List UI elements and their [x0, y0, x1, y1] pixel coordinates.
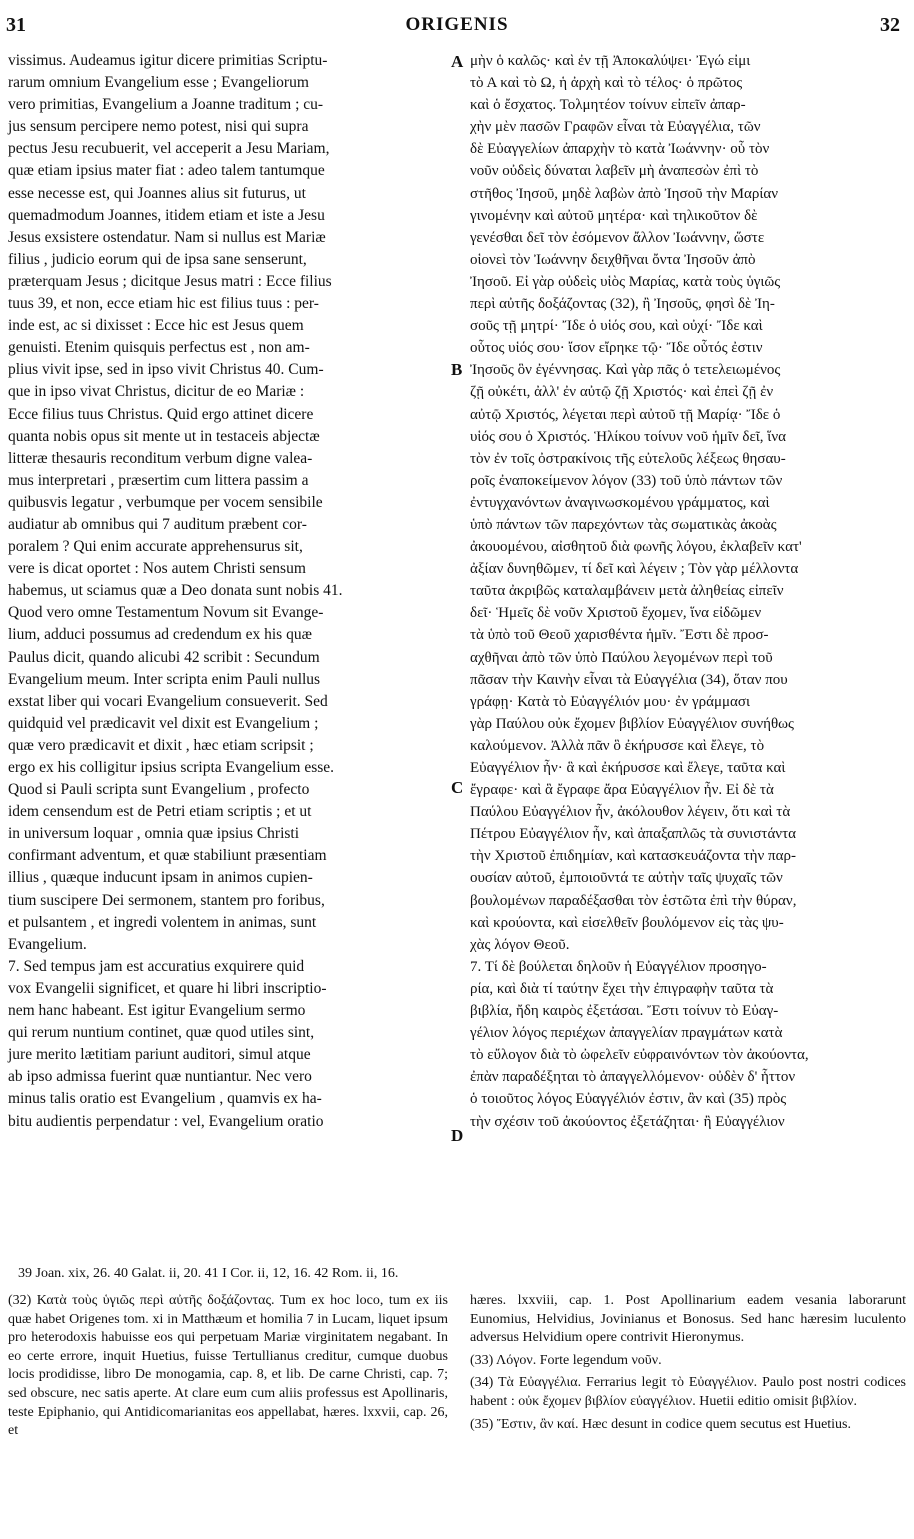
margin-marker-a: A: [451, 52, 464, 71]
note-35: (35) Ἔστιν, ἂν καί. Hæc desunt in codice quem secutus est Huetius.: [470, 1416, 852, 1432]
editor-notes-right: [470, 1292, 906, 1438]
note-33: (33) Λόγον. Forte legendum νοῦν.: [470, 1352, 662, 1368]
note-32: (32) Κατὰ τοὺς ὑγιῶς περὶ αὐτῆς δοξάζοντας. Tum ex hoc loco, tum ex iis quæ habet Origenes tom. xi in Matthæum et homilia 7 in Lucam, liquet ipsum pro heterodoxis habuisse eos qui perpetuam Mariæ virginitatem negabant. In eo certe errore, inquit Huetius, fuisse Tertullianus creditur, cumque duobus locis prodidisse, libro De monogamia, cap. 8, et lib. De carne Christi, cap. 7; sed obscure, nec satis aperte. At clare eum cum aliis professus est Apollinaris, teste Epiphanio, qui Antidicomarianitas eos appellabat, hæres. lxxvii, cap. 26, et: [8, 1293, 448, 1439]
running-title: ORIGENIS: [405, 14, 509, 35]
page-number-right: 32: [880, 14, 900, 36]
margin-marker-b: B: [451, 360, 463, 379]
page-number-left: 31: [6, 14, 26, 36]
scripture-references: 39 Joan. xix, 26. 40 Galat. ii, 20. 41 I Cor. ii, 12, 16. 42 Rom. ii, 16.: [18, 1266, 399, 1281]
note-34: (34) Τὰ Εὐαγγέλια. Ferrarius legit τὸ Εὐαγγέλιον. Paulo post nostri codices habent : οὐκ ἔχομεν βιβλίον εὐαγγέλιον. Huetii editio omisit βιβλίον.: [470, 1375, 906, 1409]
note-32-continued: hæres. lxxviii, cap. 1. Post Apollinarium eadem vesania laborarunt Eunomius, Helvidius, Jovinianus et Bonosus. Sed hanc hæresim luculento adversus Helvidium opere contrivit Hieronymus.: [470, 1293, 906, 1346]
latin-column: vissimus. Audeamus igitur dicere primitias Scriptu- rarum omnium Evangelium esse ; Evangeliorum vero primitias, Evangelium a Joanne traditum ; cu- jus sensum percipere nemo potest, nisi qui supra pectus Jesu recubuerit, vel acceperit a Jesu Mariam, quæ etiam ipsius mater fiat : adeo talem tantumque esse necesse est, qui Joannes alius sit futurus, ut quemadmodum Joannes, itidem etiam et iste a Jesu Jesus exsistere ostendatur. Nam si nullus est Mariæ filius , judicio eorum qui de ipsa sane senserunt, præterquam Jesus ; dicitque Jesus matri : Ecce filius tuus 39, et non, ecce etiam hic est filius tuus : per- inde est, ac si dixisset : Ecce hic est Jesus quem genuisti. Etenim quisquis perfectus est , non am- plius vivit ipse, sed in ipso vivit Christus 40. Cum- que in ipso vivat Christus, dicitur de eo Mariæ : Ecce filius tuus Christus. Quid ergo attinet dicere quanta nobis opus sit mente ut in testaceis abjectæ litteræ thesauris reconditum verbum digne valea- mus interpretari , præsertim cum littera passim a quibusvis legatur , verbumque per vocem sensibile audiatur ab omnibus qui 7 auditum præbent cor- poralem ? Qui enim accurate apprehensurus sit, vere is dicat oportet : Nos autem Christi sensum habemus, ut sciamus quæ a Deo donata sunt nobis 41. Quod vero omne Testamentum Novum sit Evange- lium, adduci possumus ad credendum ex his quæ Paulus dicit, quando alicubi 42 scribit : Secundum Evangelium meum. Inter scripta enim Pauli nullus exstat liber qui vocari Evangelium consueverit. Sed quidquid vel prædicavit vel dixit est Evangelium ; quæ vero prædicavit et dixit , hæc etiam scripsit ; ergo ex his colligitur ipsius scripta Evangelium esse. Quod si Pauli scripta sunt Evangelium , profecto idem censendum est de Petri etiam scriptis ; et ut in universum loquar , omnia quæ ipsius Christi confirmant adventum, et quæ stabiliunt præsentiam illius , quæque inducunt ipsam in animos cupien- tium suscipere Dei sermonem, stantem pro foribus, et pulsantem , et ingredi volentem in animas, sunt Evangelium. 7. Sed tempus jam est accuratius exquirere quid vox Evangelii significet, et quare hi libri inscriptio- nem hanc habeant. Est igitur Evangelium sermo qui rerum nuntium continet, quæ quod utiles sint, jure merito lætitiam pariunt auditori, simul atque ab ipso admissa fuerint quæ nuntiantur. Nec vero minus talis oratio est Evangelium , quamvis ex ha- bitu audientis perpendatur : vel, Evangelium oratio: [8, 52, 343, 1130]
margin-marker-d: D: [451, 1126, 464, 1145]
editor-notes-left: [8, 1292, 448, 1445]
margin-marker-c: C: [451, 778, 464, 797]
page-header: [0, 0, 914, 40]
greek-column: μὴν ὁ καλῶς· καὶ ἐν τῇ Ἀποκαλύψει· Ἐγώ εἰμι τὸ Α καὶ τὸ Ω, ἡ ἀρχὴ καὶ τὸ τέλος· ὁ πρῶτος καὶ ὁ ἔσχατος. Τολμητέον τοίνυν εἰπεῖν ἀπαρ- χὴν μὲν πασῶν Γραφῶν εἶναι τὰ Εὐαγγέλια, τῶν δὲ Εὐαγγελίων ἀπαρχὴν τὸ κατὰ Ἰωάννην· οὗ τὸν νοῦν οὐδεὶς δύναται λαβεῖν μὴ ἀναπεσὼν ἐπὶ τὸ στῆθος Ἰησοῦ, μηδὲ λαβὼν ἀπὸ Ἰησοῦ τὴν Μαρίαν γινομένην καὶ αὐτοῦ μητέρα· καὶ τηλικοῦτον δὲ γενέσθαι δεῖ τὸν ἐσόμενον ἄλλον Ἰωάννην, ὥστε οἱονεὶ τὸν Ἰωάννην δειχθῆναι ὄντα Ἰησοῦν ἀπὸ Ἰησοῦ. Εἰ γὰρ οὐδεὶς υἱὸς Μαρίας, κατὰ τοὺς ὑγιῶς περὶ αὐτῆς δοξάζοντας (32), ἢ Ἰησοῦς, φησὶ δὲ Ἰη- σοῦς τῇ μητρί· Ἴδε ὁ υἱός σου, καὶ οὐχί· Ἴδε καὶ οὗτος υἱός σου· ἴσον εἴρηκε τῷ· Ἴδε οὗτός ἐστιν Ἰησοῦς ὃν ἐγέννησας. Καὶ γὰρ πᾶς ὁ τετελειωμένος ζῇ οὐκέτι, ἀλλ' ἐν αὐτῷ ζῇ Χριστός· καὶ ἐπεὶ ζῇ ἐν αὐτῷ Χριστός, λέγεται περὶ αὐτοῦ τῇ Μαρίᾳ· Ἴδε ὁ υἱός σου ὁ Χριστός. Ἡλίκου τοίνυν νοῦ ἡμῖν δεῖ, ἵνα τὸν ἐν τοῖς ὀστρακίνοις τῆς εὐτελοῦς λέξεως θησαυ- ροῖς ἐναποκείμενον λόγον (33) τοῦ ὑπὸ πάντων τῶν ἐντυγχανόντων ἀναγινωσκομένου γράμματος, καὶ ὑπὸ πάντων τῶν παρεχόντων τὰς σωματικὰς ἀκοὰς ἀκουομένου, αἰσθητοῦ διὰ φωνῆς λόγου, ἐκλαβεῖν κατ' ἀξίαν δυνηθῶμεν, τί δεῖ καὶ λέγειν ; Τὸν γὰρ μέλλοντα ταῦτα ἀκριβῶς καταλαμβάνειν μετὰ ἀληθείας εἰπεῖν δεῖ· Ἡμεῖς δὲ νοῦν Χριστοῦ ἔχομεν, ἵνα εἰδῶμεν τὰ ὑπὸ τοῦ Θεοῦ χαρισθέντα ἡμῖν. Ἔστι δὲ προσ- αχθῆναι ἀπὸ τῶν ὑπὸ Παύλου λεγομένων περὶ τοῦ πᾶσαν τὴν Καινὴν εἶναι τὰ Εὐαγγέλια (34), ὅταν που γράφῃ· Κατὰ τὸ Εὐαγγέλιόν μου· ἐν γράμμασι γὰρ Παύλου οὐκ ἔχομεν βιβλίον Εὐαγγέλιον συνήθως καλούμενον. Ἀλλὰ πᾶν ὃ ἐκήρυσσε καὶ ἔλεγε, τὸ Εὐαγγέλιον ἦν· ἃ καὶ ἐκήρυσσε καὶ ἔλεγε, ταῦτα καὶ ἔγραφε· καὶ ἃ ἔγραφε ἄρα Εὐαγγέλιον ἦν. Εἰ δὲ τὰ Παύλου Εὐαγγέλιον ἦν, ἀκόλουθον λέγειν, ὅτι καὶ τὰ Πέτρου Εὐαγγέλιον ἦν, καὶ ἁπαξαπλῶς τὰ συνιστάντα τὴν Χριστοῦ ἐπιδημίαν, καὶ κατασκευάζοντα τὴν παρ- ουσίαν αὐτοῦ, ἐμποιοῦντά τε αὐτὴν ταῖς ψυχαῖς τῶν βουλομένων παραδέξασθαι τὸν ἑστῶτα ἐπὶ τὴν θύραν, καὶ κρούοντα, καὶ εἰσελθεῖν βουλόμενον εἰς τὰς ψυ- χὰς λόγον Θεοῦ. 7. Τί δὲ βούλεται δηλοῦν ἡ Εὐαγγέλιον προσηγο- ρία, καὶ διὰ τί ταύτην ἔχει τὴν ἐπιγραφὴν ταῦτα τὰ βιβλία, ἤδη καιρὸς ἐξετάσαι. Ἔστι τοίνυν τὸ Εὐαγ- γέλιον λόγος περιέχων ἀπαγγελίαν πραγμάτων κατὰ τὸ εὔλογον διὰ τὸ ὠφελεῖν εὐφραινόντων τὸν ἀκούοντα, ἐπὰν παραδέξηται τὸ ἀπαγγελλόμενον· οὐδὲν δ' ἧττον ὁ τοιοῦτος λόγος Εὐαγγέλιόν ἐστιν, ἂν καὶ (35) πρὸς τὴν σχέσιν τοῦ ἀκούοντος ἐξετάζηται· ἢ Εὐαγγέλιον: [470, 53, 809, 1130]
